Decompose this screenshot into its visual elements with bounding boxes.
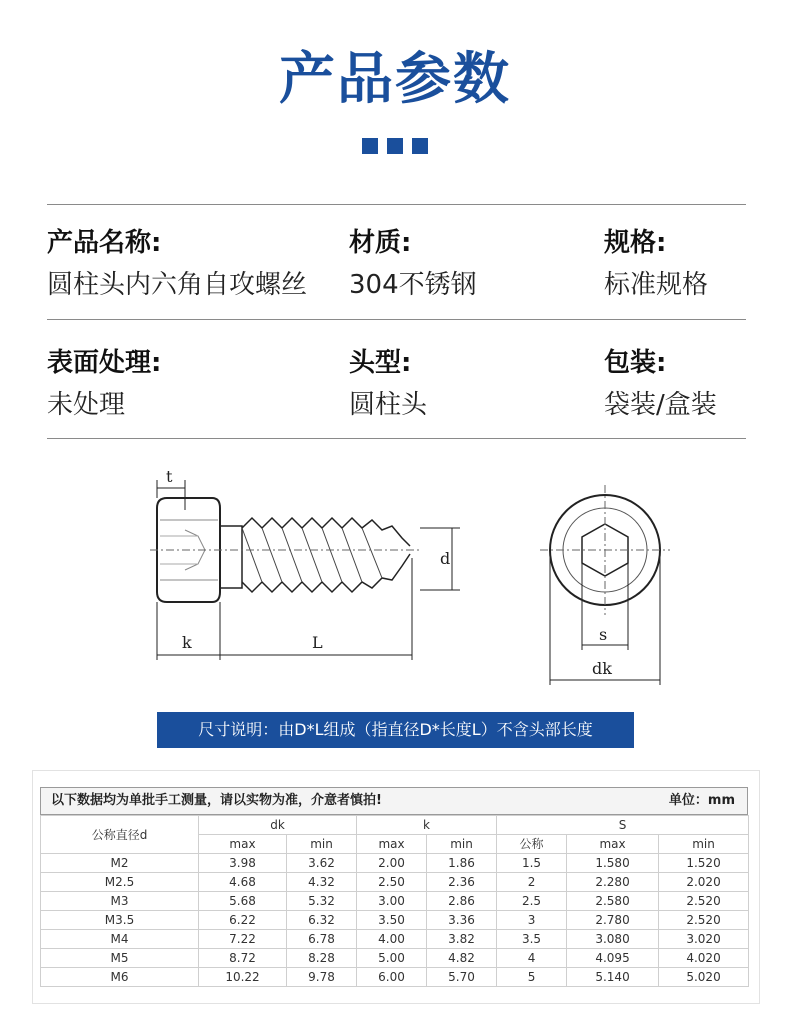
table-cell: 5.00: [357, 949, 427, 968]
table-row: [41, 911, 749, 930]
spec-label: 材质:: [349, 228, 412, 258]
table-cell: 3.00: [357, 892, 427, 911]
dim-label-s: s: [599, 625, 608, 644]
spec-label: 表面处理:: [47, 348, 162, 378]
sub-header: max: [199, 835, 287, 854]
dim-label-dk: dk: [592, 659, 612, 678]
table-cell: 2.5: [497, 892, 567, 911]
spec-value: 304不锈钢: [349, 270, 477, 300]
table-cell: M5: [41, 949, 199, 968]
table-cell: 4.68: [199, 873, 287, 892]
sub-header: min: [287, 835, 357, 854]
dim-label-k: k: [182, 633, 192, 652]
spec-label: 包装:: [604, 348, 667, 378]
table-cell: 2.50: [357, 873, 427, 892]
spec-material: [349, 226, 477, 302]
dim-label-t: t: [166, 467, 173, 486]
table-cell: 1.580: [567, 854, 659, 873]
table-cell: 6.32: [287, 911, 357, 930]
spec-value: 圆柱头: [349, 390, 428, 420]
table-header-bar: [40, 787, 748, 815]
title-decoration: [0, 138, 790, 154]
table-unit: 单位：mm: [668, 793, 735, 808]
table-cell: 3.82: [427, 930, 497, 949]
divider: [47, 204, 746, 205]
col-header-k: k: [357, 816, 497, 835]
table-row: [41, 892, 749, 911]
table-cell: 2.780: [567, 911, 659, 930]
page-title: 产品参数: [279, 47, 511, 112]
table-cell: 3.36: [427, 911, 497, 930]
table-cell: 7.22: [199, 930, 287, 949]
spec-surface: [47, 346, 161, 422]
table-cell: 1.5: [497, 854, 567, 873]
spec-size: [604, 226, 708, 302]
screw-drawing: [0, 450, 790, 700]
spec-label: 规格:: [604, 228, 667, 258]
table-cell: 4.020: [659, 949, 749, 968]
table-cell: M3: [41, 892, 199, 911]
divider: [47, 438, 746, 439]
sub-header: max: [567, 835, 659, 854]
table-cell: 4.32: [287, 873, 357, 892]
sub-header: max: [357, 835, 427, 854]
spec-value: 标准规格: [604, 270, 709, 300]
col-header-dia: 公称直径d: [41, 816, 199, 854]
table-cell: 2.520: [659, 892, 749, 911]
table-cell: 2.00: [357, 854, 427, 873]
table-row: [41, 968, 749, 987]
spec-value: 袋装/盒装: [604, 390, 717, 420]
table-cell: 5.68: [199, 892, 287, 911]
table-row: [41, 930, 749, 949]
spec-packaging: [604, 346, 717, 422]
table-cell: 2.020: [659, 873, 749, 892]
dimension-table: [40, 787, 748, 987]
sub-header: min: [427, 835, 497, 854]
spec-product-name: [47, 226, 307, 302]
table-cell: 2.580: [567, 892, 659, 911]
dimension-data-table: [40, 815, 749, 987]
table-cell: 1.520: [659, 854, 749, 873]
table-cell: 4.095: [567, 949, 659, 968]
table-cell: 1.86: [427, 854, 497, 873]
table-note: 以下数据均为单批手工测量，请以实物为准，介意者慎拍!: [51, 793, 382, 808]
table-cell: 5.020: [659, 968, 749, 987]
dim-label-L: L: [312, 633, 323, 652]
spec-value: 圆柱头内六角自攻螺丝: [47, 270, 308, 300]
table-cell: 8.28: [287, 949, 357, 968]
table-cell: 6.00: [357, 968, 427, 987]
sub-header: 公称: [497, 835, 567, 854]
table-cell: 2.280: [567, 873, 659, 892]
col-header-s: S: [497, 816, 749, 835]
table-cell: 3.62: [287, 854, 357, 873]
size-note-banner: 尺寸说明：由D*L组成（指直径D*长度L）不含头部长度: [157, 712, 634, 748]
table-cell: 3.98: [199, 854, 287, 873]
table-cell: 4: [497, 949, 567, 968]
table-row: [41, 854, 749, 873]
table-cell: 2.86: [427, 892, 497, 911]
table-cell: 9.78: [287, 968, 357, 987]
divider: [47, 319, 746, 320]
table-cell: 6.78: [287, 930, 357, 949]
table-cell: 2: [497, 873, 567, 892]
table-cell: M2: [41, 854, 199, 873]
table-cell: 5: [497, 968, 567, 987]
table-cell: 4.00: [357, 930, 427, 949]
table-cell: M4: [41, 930, 199, 949]
table-cell: 3.5: [497, 930, 567, 949]
table-row: [41, 949, 749, 968]
sub-header: min: [659, 835, 749, 854]
table-cell: 3.50: [357, 911, 427, 930]
spec-label: 产品名称:: [47, 228, 162, 258]
table-cell: 5.70: [427, 968, 497, 987]
spec-head-type: [349, 346, 427, 422]
table-cell: 5.32: [287, 892, 357, 911]
col-header-dk: dk: [199, 816, 357, 835]
table-group-header-row: [41, 816, 749, 835]
table-cell: 5.140: [567, 968, 659, 987]
table-cell: 4.82: [427, 949, 497, 968]
table-cell: M3.5: [41, 911, 199, 930]
table-cell: M2.5: [41, 873, 199, 892]
table-cell: 8.72: [199, 949, 287, 968]
spec-label: 头型:: [349, 348, 412, 378]
spec-value: 未处理: [47, 390, 126, 420]
table-row: [41, 873, 749, 892]
table-cell: 6.22: [199, 911, 287, 930]
table-cell: 3.080: [567, 930, 659, 949]
dim-label-d: d: [440, 549, 451, 568]
table-cell: 10.22: [199, 968, 287, 987]
table-cell: 3: [497, 911, 567, 930]
table-cell: 3.020: [659, 930, 749, 949]
table-cell: 2.520: [659, 911, 749, 930]
table-cell: 2.36: [427, 873, 497, 892]
table-cell: M6: [41, 968, 199, 987]
